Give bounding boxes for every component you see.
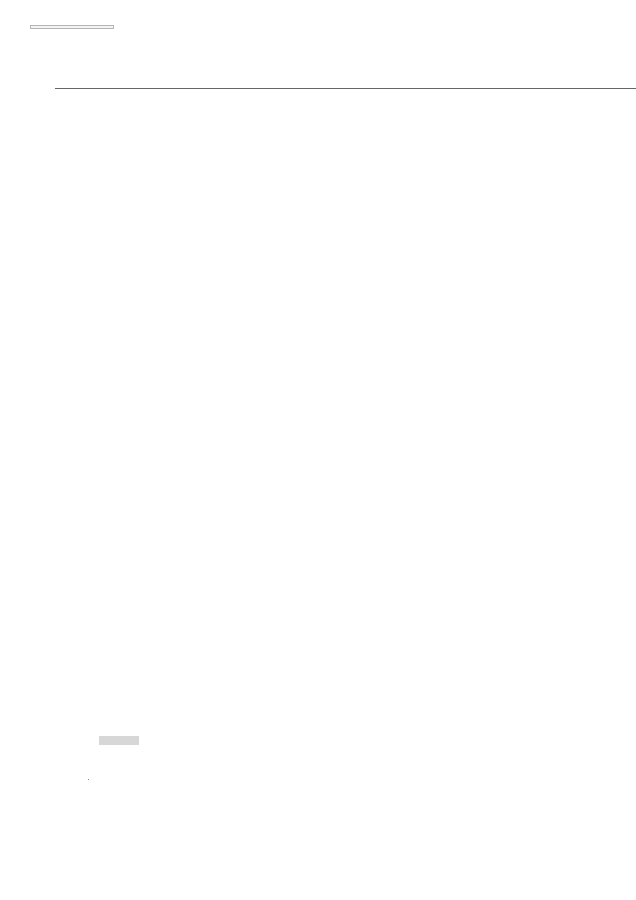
options-table bbox=[88, 779, 89, 780]
logo-triple-badge bbox=[30, 25, 114, 29]
glass-note-swatch bbox=[99, 736, 139, 745]
glass-note bbox=[95, 736, 143, 745]
brand-logo bbox=[30, 22, 118, 29]
price-table bbox=[55, 88, 636, 89]
